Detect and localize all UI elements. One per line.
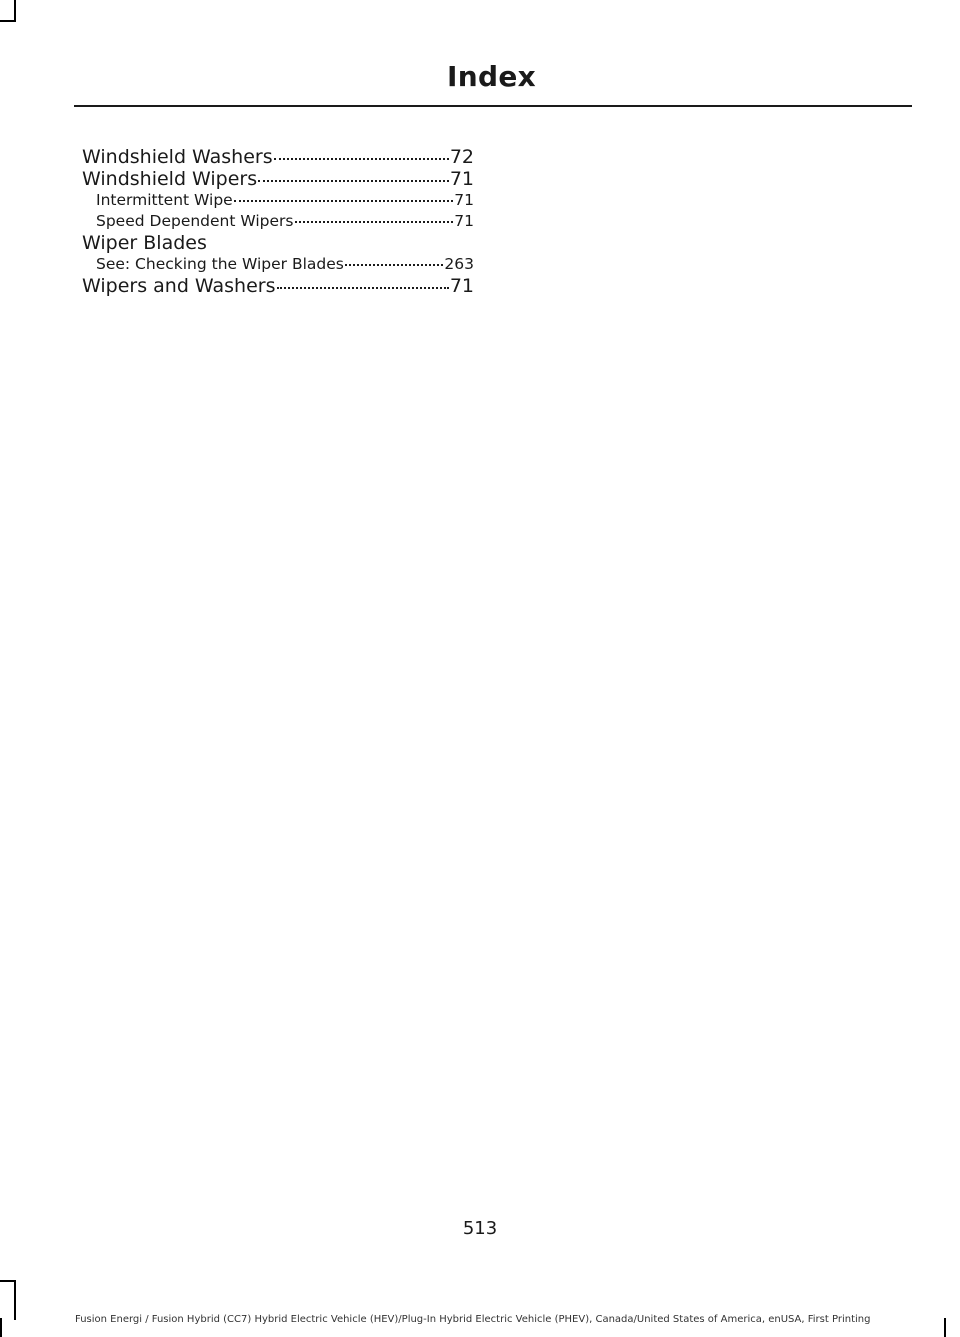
dot-leader — [345, 264, 444, 266]
crop-mark-bottom-left-h — [0, 1280, 16, 1282]
index-entry — [82, 168, 474, 190]
crop-mark-top-left-h — [0, 20, 16, 22]
index-entry-label: Windshield Washers — [82, 146, 273, 168]
crop-mark-top-left-v — [14, 0, 16, 20]
index-entry-page: 71 — [449, 275, 474, 297]
dot-leader — [274, 158, 449, 160]
index-entry — [82, 275, 474, 297]
index-heading — [82, 232, 474, 254]
index-subentry-label: Intermittent Wipe — [96, 191, 233, 209]
crop-mark-bottom-left-v2 — [0, 1318, 2, 1337]
index-entry-label: Windshield Wipers — [82, 168, 258, 190]
page-title: Index — [447, 60, 536, 93]
dot-leader — [258, 180, 449, 182]
index-heading-label: Wiper Blades — [82, 232, 207, 254]
dot-leader — [295, 221, 454, 223]
index-subentry-label: See: Checking the Wiper Blades — [96, 255, 344, 273]
index-list — [82, 146, 474, 297]
footer-text: Fusion Energi / Fusion Hybrid (CC7) Hybrid Electric Vehicle (HEV)/Plug-In Hybrid Electric Vehicle (PHEV), Canada/United States of America, enUSA, First Printing — [75, 1314, 871, 1325]
crop-mark-bottom-left-v — [14, 1280, 16, 1320]
index-subentry-page: 71 — [454, 191, 474, 209]
crop-mark-bottom-right-v — [944, 1318, 946, 1337]
index-subentry-label: Speed Dependent Wipers — [96, 212, 294, 230]
index-entry-page: 71 — [449, 168, 474, 190]
index-entry — [82, 146, 474, 168]
index-subentry — [82, 254, 474, 275]
index-subentry — [82, 211, 474, 232]
page-number: 513 — [462, 1218, 498, 1239]
dot-leader — [234, 200, 454, 202]
dot-leader — [277, 287, 449, 289]
index-subentry-page: 71 — [454, 212, 474, 230]
index-entry-label: Wipers and Washers — [82, 275, 276, 297]
header-rule — [74, 105, 912, 107]
index-subentry-page: 263 — [444, 255, 474, 273]
index-subentry — [82, 190, 474, 211]
index-entry-page: 72 — [449, 146, 474, 168]
